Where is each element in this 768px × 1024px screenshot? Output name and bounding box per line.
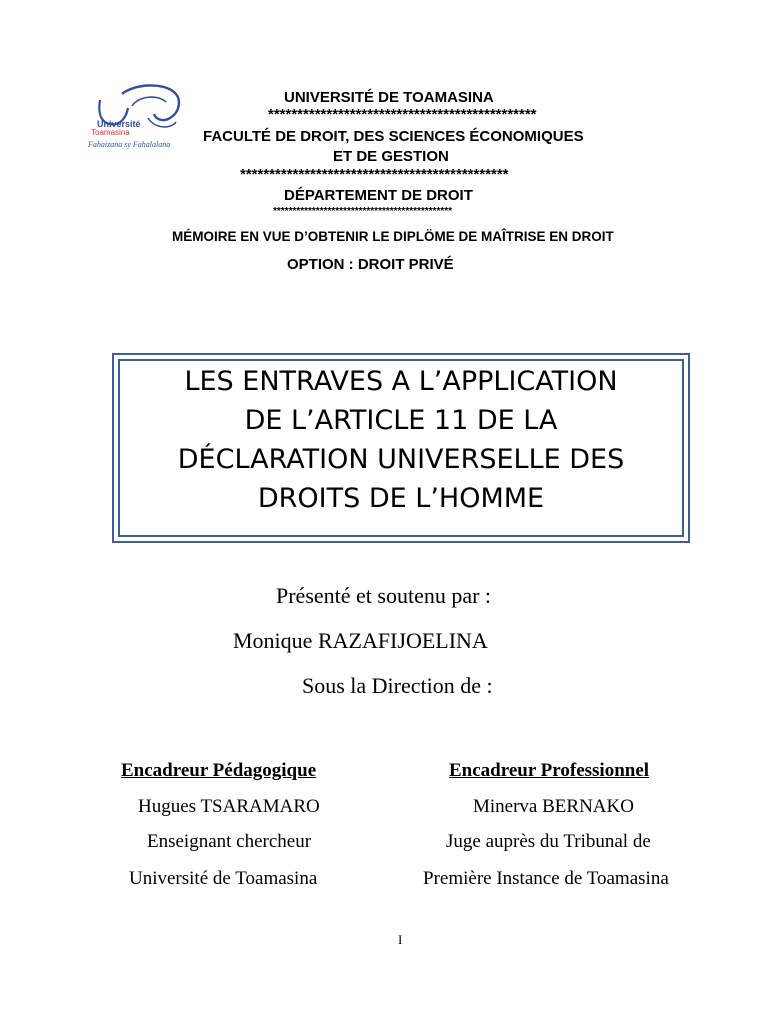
university-logo (88, 82, 198, 154)
memoire-statement: MÉMOIRE EN VUE D’OBTENIR LE DIPLÖME DE MAÎTRISE EN DROIT (172, 229, 614, 244)
author-name: Monique RAZAFIJOELINA (233, 628, 488, 653)
page-number: I (398, 932, 403, 947)
department-name: DÉPARTEMENT DE DROIT (284, 187, 473, 204)
logo-name-line2: Toamasina (91, 128, 130, 137)
separator-stars-3: ********************************************** (273, 206, 453, 217)
faculty-line1: FACULTÉ DE DROIT, DES SCIENCES ÉCONOMIQUES (203, 128, 584, 145)
title-line-3: DÉCLARATION UNIVERSELLE DES (177, 444, 625, 475)
supervisor-left-institution: Université de Toamasina (129, 868, 318, 889)
title-line-4: DROITS DE L’HOMME (257, 483, 545, 514)
supervisor-left-name: Hugues TSARAMARO (138, 796, 320, 817)
supervisor-right-institution: Première Instance de Toamasina (423, 868, 669, 889)
supervisor-right-role: Juge auprès du Tribunal de (446, 831, 651, 852)
separator-stars-1: ********************************************** (268, 106, 537, 123)
logo-motto: Fahaizana sy Fahalalana (88, 140, 171, 149)
supervisor-left-heading: Encadreur Pédagogique (121, 760, 317, 781)
university-name: UNIVERSITÉ DE TOAMASINA (284, 89, 494, 106)
direction-label: Sous la Direction de : (302, 673, 493, 698)
supervisor-right-name: Minerva BERNAKO (473, 796, 634, 817)
title-line-2: DE L’ARTICLE 11 DE LA (244, 405, 558, 436)
faculty-line2: ET DE GESTION (333, 148, 449, 165)
presented-by-label: Présenté et soutenu par : (276, 583, 492, 608)
title-line-1: LES ENTRAVES A L’APPLICATION (184, 366, 618, 397)
logo-name-line1: Université (97, 119, 141, 129)
separator-stars-2: ********************************************** (240, 166, 509, 183)
option-label: OPTION : DROIT PRIVÉ (287, 256, 454, 273)
supervisor-left-role: Enseignant chercheur (147, 831, 312, 852)
supervisor-right-heading: Encadreur Professionnel (449, 760, 650, 781)
